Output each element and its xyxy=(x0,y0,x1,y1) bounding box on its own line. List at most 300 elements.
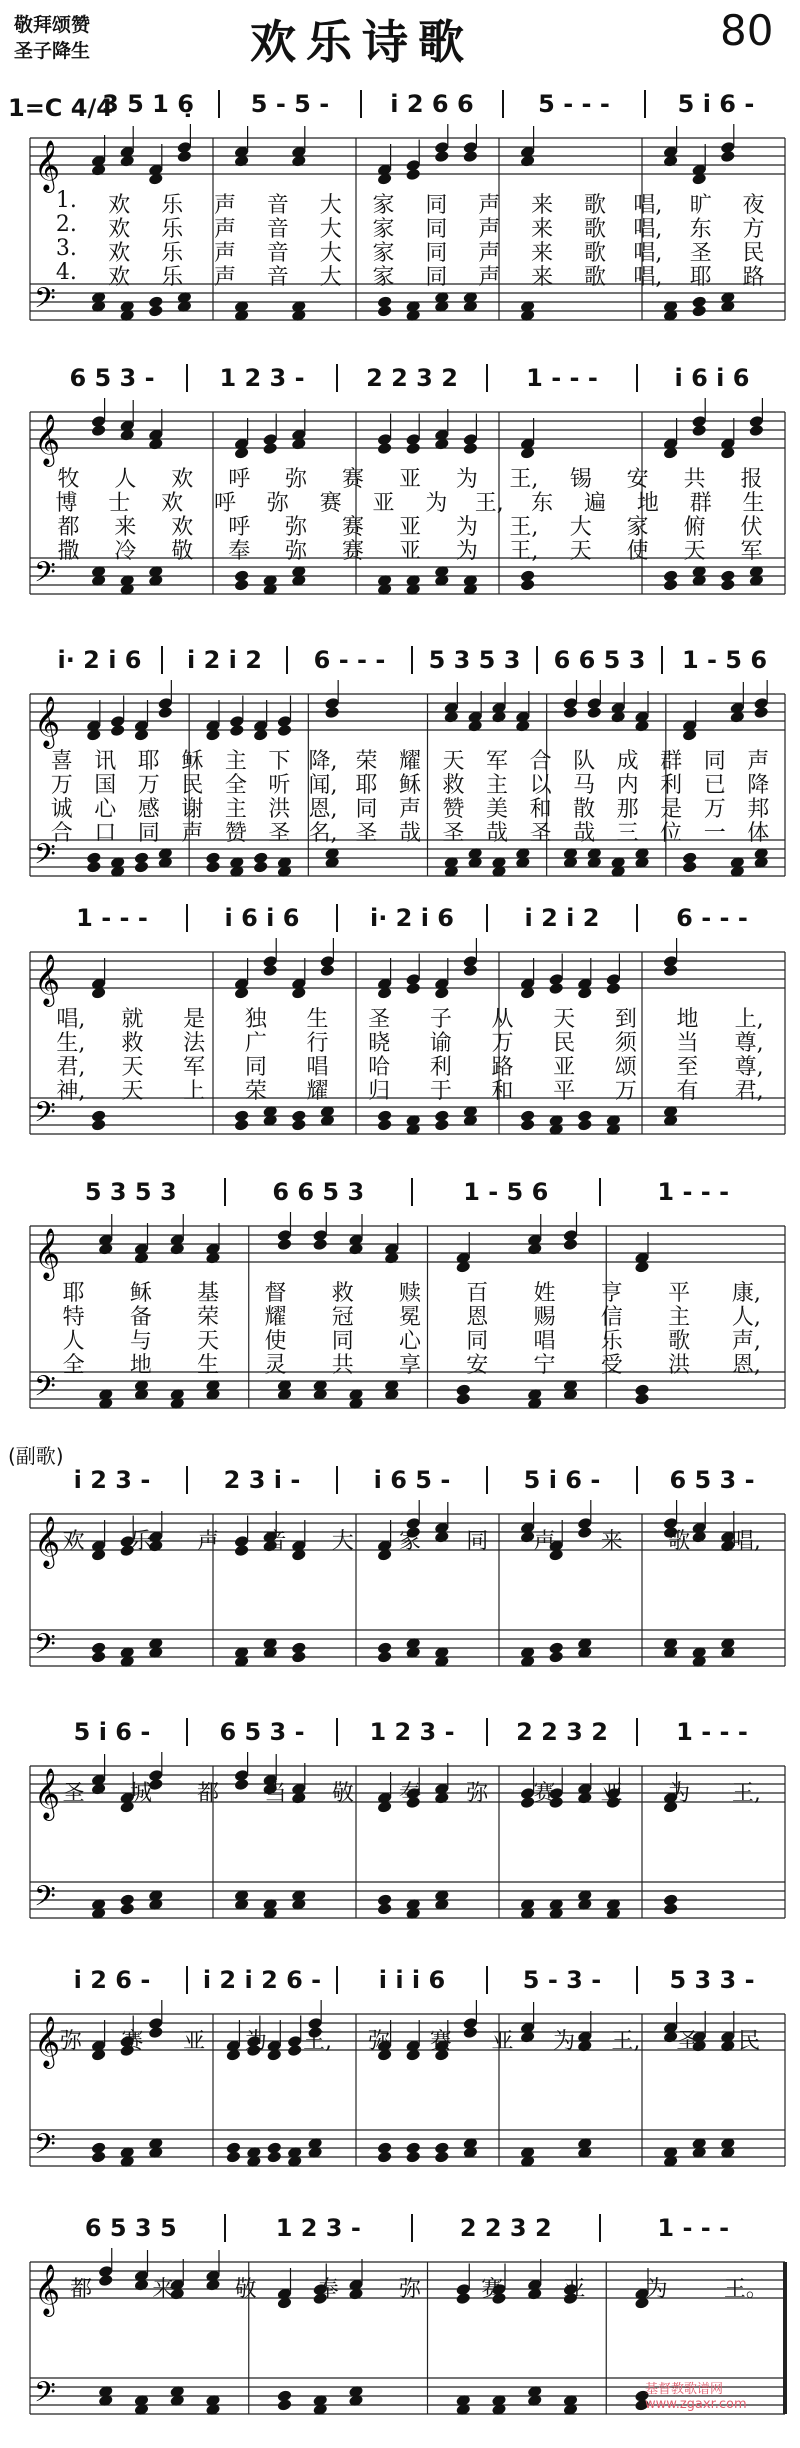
lyric-syllable: 呼 xyxy=(213,491,236,516)
bass-note-head xyxy=(226,2151,240,2163)
treble-note-head xyxy=(563,1239,577,1251)
treble-note-head xyxy=(406,983,420,995)
lyric-syllable: 那 xyxy=(616,797,639,822)
treble-note-head xyxy=(435,987,449,999)
lyric-syllable: 来 xyxy=(531,217,554,242)
lyric-syllable: 王, xyxy=(303,2029,332,2054)
lyric-syllable: 到 xyxy=(614,1007,637,1032)
jianpu-measure: 6 - - - xyxy=(313,646,386,674)
lyric-syllable: 声 xyxy=(213,217,236,242)
jianpu-barline xyxy=(486,364,488,392)
lyric-syllable: 耶 xyxy=(137,749,160,774)
lyric-syllable: 有 xyxy=(676,1079,699,1104)
jianpu-barline xyxy=(599,2214,601,2242)
bass-note-head xyxy=(692,305,706,317)
jianpu-barline xyxy=(636,1718,638,1746)
lyric-syllable: 音 xyxy=(266,241,289,266)
jianpu-measure: 6 6 5 3 xyxy=(272,1178,365,1206)
lyric-syllable: 当 xyxy=(264,1781,287,1806)
lyric-syllable: 闻, xyxy=(308,773,338,798)
lyric-syllable: 王, xyxy=(509,515,539,540)
treble-note-head xyxy=(111,725,125,737)
jianpu-line xyxy=(0,1172,800,1212)
jianpu-measure: 6 5 3 5 xyxy=(84,2214,177,2242)
jianpu-measure: i i i 6 xyxy=(378,1966,446,1994)
lyric-syllable: 尊, xyxy=(734,1031,764,1056)
jianpu-barline xyxy=(411,646,413,674)
lyric-syllable: 城 xyxy=(129,1781,152,1806)
lyric-syllable: 奉 xyxy=(316,2277,339,2302)
bass-note-head xyxy=(378,1651,392,1663)
song-title: 欢乐诗歌 xyxy=(250,15,474,69)
lyric-verse-line xyxy=(0,2024,800,2054)
lyric-syllable: 主 xyxy=(486,773,509,798)
lyric-syllable: 欢 xyxy=(108,265,131,290)
lyric-syllable: 哉 xyxy=(486,821,509,846)
lyric-syllable: 音 xyxy=(264,1529,287,1554)
bass-clef-icon: 𝄢 xyxy=(34,1880,56,1920)
lyric-syllable: 奉 xyxy=(398,1781,421,1806)
lyric-syllable: 人, xyxy=(731,1305,761,1330)
jianpu-line xyxy=(0,898,800,938)
jianpu-barline xyxy=(336,364,338,392)
lyric-syllable: 乐 xyxy=(161,217,184,242)
bass-note-head xyxy=(267,2151,281,2163)
lyric-syllable: 恩, xyxy=(731,1353,761,1378)
lyric-verse-line xyxy=(0,1324,800,1354)
lyric-syllable: 家 xyxy=(372,217,395,242)
bass-note-head xyxy=(149,305,163,317)
lyric-syllable: 唱 xyxy=(533,1329,556,1354)
treble-note-head xyxy=(235,447,249,459)
lyric-syllable: 敬 xyxy=(171,539,194,564)
lyric-syllable: 声 xyxy=(398,797,421,822)
lyric-syllable: 弥 xyxy=(59,2029,82,2054)
bass-note-head xyxy=(664,1903,678,1915)
lyric-syllable: 亚 xyxy=(372,491,395,516)
lyric-syllable: 就 xyxy=(121,1007,144,1032)
lyric-syllable: 尊, xyxy=(734,1055,764,1080)
treble-note-head xyxy=(292,1549,306,1561)
jianpu-barline xyxy=(502,90,504,118)
lyric-syllable: 生 xyxy=(197,1353,220,1378)
lyric-syllable: 大 xyxy=(569,515,592,540)
lyric-syllable: 谕 xyxy=(429,1031,452,1056)
lyric-syllable: 王。 xyxy=(723,2277,768,2302)
treble-clef-icon: 𝄞 xyxy=(34,2264,61,2315)
lyric-syllable: 为 xyxy=(553,2029,576,2054)
jianpu-barline xyxy=(486,904,488,932)
lyric-verse-line xyxy=(0,1524,800,1554)
lyric-syllable: 4. xyxy=(55,260,77,285)
lyric-syllable: 俯 xyxy=(683,515,706,540)
lyric-syllable: 唱, xyxy=(633,193,663,218)
lyric-syllable: 声 xyxy=(213,265,236,290)
key-signature: 1=C 4/4 xyxy=(8,94,113,122)
treble-note-head xyxy=(521,447,535,459)
bass-note-head xyxy=(292,1119,306,1131)
lyric-syllable: 旷 xyxy=(689,193,712,218)
lyric-syllable: 地 xyxy=(636,491,659,516)
lyric-syllable: 主 xyxy=(224,797,247,822)
bass-note-head xyxy=(378,305,392,317)
lyric-syllable: 救 xyxy=(121,1031,144,1056)
lyric-syllable: 上 xyxy=(183,1079,206,1104)
bass-note-head xyxy=(683,861,697,873)
treble-note-head xyxy=(277,1239,291,1251)
bass-note-head xyxy=(435,2151,449,2163)
jianpu-barline xyxy=(186,364,188,392)
lyric-syllable: 亚 xyxy=(183,2029,206,2054)
jianpu-barline xyxy=(186,1966,188,1994)
jianpu-barline xyxy=(486,1718,488,1746)
page-number: 80 xyxy=(720,6,774,55)
treble-note-head xyxy=(263,443,277,455)
treble-note-head xyxy=(406,169,420,181)
lyric-syllable: 家 xyxy=(372,241,395,266)
lyric-syllable: 大 xyxy=(319,193,342,218)
jianpu-measure: 5 i 6 - xyxy=(73,1718,151,1746)
lyric-syllable: 赞 xyxy=(442,797,465,822)
jianpu-measure: i 6 i 6 xyxy=(674,364,750,392)
lyric-syllable: 亚 xyxy=(600,1781,623,1806)
treble-note-head xyxy=(378,173,392,185)
lyric-syllable: 一 xyxy=(703,821,726,846)
lyric-syllable: 荣 xyxy=(197,1305,220,1330)
lyric-syllable: 心 xyxy=(398,1329,421,1354)
treble-note-head xyxy=(463,965,477,977)
jianpu-measure: i· 2 i 6 xyxy=(57,646,142,674)
bass-note-head xyxy=(92,1119,106,1131)
lyric-syllable: 备 xyxy=(129,1305,152,1330)
lyric-syllable: 赛 xyxy=(481,2277,504,2302)
jianpu-measure: 5 - 3 - xyxy=(522,1966,602,1994)
treble-note-head xyxy=(277,2297,291,2309)
lyric-syllable: 为 xyxy=(455,539,478,564)
jianpu-barline xyxy=(360,90,362,118)
lyric-syllable: 降, xyxy=(308,749,338,774)
lyric-syllable: 歌 xyxy=(583,265,606,290)
jianpu-measure: 6 - - - xyxy=(676,904,748,932)
treble-note-head xyxy=(313,1239,327,1251)
treble-clef-icon: 𝄞 xyxy=(34,1228,61,1279)
bass-note-head xyxy=(456,1393,470,1405)
treble-note-head xyxy=(664,965,678,977)
lyric-verse-line xyxy=(0,744,800,774)
lyric-verse-line xyxy=(0,188,800,218)
jianpu-measure: 3 5 1 6̣ xyxy=(102,90,194,118)
lyric-syllable: 亚 xyxy=(563,2277,586,2302)
lyric-syllable: 声 xyxy=(197,1529,220,1554)
treble-note-head xyxy=(587,707,601,719)
lyric-syllable: 和 xyxy=(529,797,552,822)
lyric-syllable: 内 xyxy=(616,773,639,798)
lyric-syllable: 须 xyxy=(614,1031,637,1056)
lyric-syllable: 路 xyxy=(742,265,765,290)
lyric-syllable: 来 xyxy=(600,1529,623,1554)
lyric-syllable: 来 xyxy=(531,241,554,266)
lyric-syllable: 子 xyxy=(429,1007,452,1032)
lyric-verse-line xyxy=(0,2272,800,2302)
lyric-syllable: 同 xyxy=(355,797,378,822)
lyric-syllable: 家 xyxy=(372,193,395,218)
treble-note-head xyxy=(92,425,106,437)
lyric-syllable: 亚 xyxy=(398,515,421,540)
jianpu-measure: i 2 3 - xyxy=(73,1466,151,1494)
treble-note-head xyxy=(292,987,306,999)
jianpu-measure: 1 - 5 6 xyxy=(681,646,768,674)
lyric-verse-line xyxy=(0,1276,800,1306)
lyric-syllable: 弥 xyxy=(285,515,308,540)
lyric-syllable: 诚 xyxy=(50,797,73,822)
jianpu-measure: 1 2 3 - xyxy=(275,2214,361,2242)
lyric-syllable: 信 xyxy=(600,1305,623,1330)
lyric-syllable: 同 xyxy=(137,821,160,846)
lyric-syllable: 欢 xyxy=(108,193,131,218)
treble-note-head xyxy=(206,729,220,741)
lyric-syllable: 赛 xyxy=(121,2029,144,2054)
treble-note-head xyxy=(177,151,191,163)
lyric-syllable: 家 xyxy=(626,515,649,540)
lyric-syllable: 恩, xyxy=(308,797,338,822)
jianpu-measure: 6 6 5 3 xyxy=(553,646,646,674)
lyric-syllable: 弥 xyxy=(398,2277,421,2302)
bass-clef-icon: 𝄢 xyxy=(34,838,56,878)
lyric-syllable: 歌 xyxy=(668,1329,691,1354)
jianpu-measure: 2 2 3 2 xyxy=(366,364,458,392)
lyric-syllable: 宁 xyxy=(533,1353,556,1378)
treble-note-head xyxy=(692,425,706,437)
lyric-syllable: 人 xyxy=(62,1329,85,1354)
lyric-syllable: 马 xyxy=(573,773,596,798)
jianpu-measure: 6 5 3 - xyxy=(669,1466,755,1494)
lyric-syllable: 稣 xyxy=(181,749,204,774)
lyric-syllable: 欢 xyxy=(108,217,131,242)
lyric-syllable: 谢 xyxy=(181,797,204,822)
page-header xyxy=(0,0,800,80)
lyric-syllable: 散 xyxy=(573,797,596,822)
lyric-syllable: 都 xyxy=(197,1781,220,1806)
lyric-syllable: 同 xyxy=(425,265,448,290)
lyric-syllable: 唱, xyxy=(633,241,663,266)
lyric-syllable: 大 xyxy=(319,265,342,290)
lyric-verse-line xyxy=(0,1074,800,1104)
lyric-syllable: 音 xyxy=(266,193,289,218)
lyric-syllable: 来 xyxy=(152,2277,175,2302)
lyric-syllable: 国 xyxy=(94,773,117,798)
lyric-syllable: 亨 xyxy=(600,1281,623,1306)
treble-note-head xyxy=(406,2049,420,2061)
lyric-syllable: 为 xyxy=(645,2277,668,2302)
lyric-syllable: 唱, xyxy=(633,265,663,290)
lyric-syllable: 荣 xyxy=(355,749,378,774)
lyric-syllable: 圣 xyxy=(368,1007,391,1032)
jianpu-measure: 2 2 3 2 xyxy=(516,1718,608,1746)
lyric-syllable: 灵 xyxy=(264,1353,287,1378)
lyric-syllable: 耀 xyxy=(398,749,421,774)
lyric-syllable: 冕 xyxy=(398,1305,421,1330)
treble-note-head xyxy=(158,707,172,719)
lyric-syllable: 救 xyxy=(442,773,465,798)
jianpu-barline xyxy=(161,646,163,674)
lyric-syllable: 神, xyxy=(56,1079,86,1104)
lyric-syllable: 方 xyxy=(742,217,765,242)
lyric-syllable: 天 xyxy=(683,539,706,564)
jianpu-measure: i 2 i 2 6 - xyxy=(202,1966,322,1994)
lyric-syllable: 乐 xyxy=(161,241,184,266)
lyric-syllable: 歌 xyxy=(583,217,606,242)
lyric-syllable: 夜 xyxy=(742,193,765,218)
lyric-syllable: 救 xyxy=(331,1281,354,1306)
jianpu-measure: 1 - 5 6 xyxy=(463,1178,549,1206)
lyric-syllable: 君, xyxy=(734,1079,764,1104)
jianpu-measure: 1 - - - xyxy=(526,364,598,392)
bass-note-head xyxy=(635,1393,649,1405)
chorus-label: (副歌) xyxy=(8,1444,64,1468)
treble-note-head xyxy=(578,987,592,999)
treble-note-head xyxy=(92,2049,106,2061)
lyric-syllable: 是 xyxy=(183,1007,206,1032)
lyric-syllable: 听 xyxy=(268,773,291,798)
lyric-verse-line xyxy=(0,1348,800,1378)
lyric-syllable: 王, xyxy=(731,1781,761,1806)
treble-clef-icon: 𝄞 xyxy=(34,1768,61,1819)
jianpu-line xyxy=(0,84,800,124)
treble-note-head xyxy=(749,425,763,437)
lyric-syllable: 万 xyxy=(491,1031,514,1056)
jianpu-barline xyxy=(636,364,638,392)
lyric-syllable: 赞 xyxy=(224,821,247,846)
jianpu-barline xyxy=(636,1966,638,1994)
lyric-syllable: 群 xyxy=(660,749,683,774)
lyric-syllable: 从 xyxy=(491,1007,514,1032)
lyric-syllable: 博 xyxy=(55,491,78,516)
treble-note-head xyxy=(277,725,291,737)
lyric-syllable: 欢 xyxy=(108,241,131,266)
lyric-syllable: 独 xyxy=(244,1007,267,1032)
lyric-verse-line xyxy=(0,510,800,540)
bass-note-head xyxy=(549,1651,563,1663)
lyric-syllable: 体 xyxy=(747,821,770,846)
treble-clef-icon: 𝄞 xyxy=(34,140,61,191)
lyric-syllable: 奉 xyxy=(228,539,251,564)
jianpu-barline xyxy=(186,1718,188,1746)
lyric-syllable: 歌 xyxy=(583,241,606,266)
lyric-syllable: 法 xyxy=(183,1031,206,1056)
lyric-syllable: 圣 xyxy=(268,821,291,846)
lyric-verse-line xyxy=(0,462,800,492)
jianpu-measure: i 2 i 2 xyxy=(187,646,262,674)
bass-note-head xyxy=(406,2151,420,2163)
lyric-syllable: 哈 xyxy=(368,1055,391,1080)
bass-note-head xyxy=(120,1903,134,1915)
jianpu-barline xyxy=(224,1178,226,1206)
lyric-syllable: 基 xyxy=(197,1281,220,1306)
jianpu-barline xyxy=(336,1718,338,1746)
lyric-syllable: 颂 xyxy=(614,1055,637,1080)
treble-note-head xyxy=(549,983,563,995)
lyric-verse-line xyxy=(0,1002,800,1032)
treble-note-head xyxy=(378,443,392,455)
lyric-syllable: 同 xyxy=(244,1055,267,1080)
lyric-syllable: 荣 xyxy=(244,1079,267,1104)
lyric-verse-line xyxy=(0,816,800,846)
lyric-syllable: 全 xyxy=(62,1353,85,1378)
bass-note-head xyxy=(378,1119,392,1131)
lyric-syllable: 家 xyxy=(372,265,395,290)
lyric-syllable: 受 xyxy=(600,1353,623,1378)
lyric-syllable: 稣 xyxy=(129,1281,152,1306)
jianpu-measure: 5 3 5 3 xyxy=(84,1178,177,1206)
jianpu-measure: 6 5 3 - xyxy=(69,364,155,392)
treble-note-head xyxy=(230,725,244,737)
bass-clef-icon: 𝄢 xyxy=(34,556,56,596)
lyric-syllable: 呼 xyxy=(228,515,251,540)
treble-note-head xyxy=(754,707,768,719)
lyric-verse-line xyxy=(0,768,800,798)
lyric-syllable: 讯 xyxy=(94,749,117,774)
lyric-syllable: 声, xyxy=(731,1329,761,1354)
jianpu-barline xyxy=(336,904,338,932)
lyric-syllable: 合 xyxy=(529,749,552,774)
lyric-syllable: 为 xyxy=(425,491,448,516)
lyric-syllable: 使 xyxy=(264,1329,287,1354)
section-label: 圣子降生 xyxy=(14,40,91,62)
lyric-syllable: 同 xyxy=(425,217,448,242)
lyric-syllable: 民 xyxy=(553,1031,576,1056)
lyric-syllable: 耶 xyxy=(355,773,378,798)
treble-note-head xyxy=(721,447,735,459)
treble-note-head xyxy=(521,987,535,999)
lyric-syllable: 生 xyxy=(306,1007,329,1032)
lyric-syllable: 声 xyxy=(533,1529,556,1554)
treble-note-head xyxy=(606,983,620,995)
lyric-syllable: 平 xyxy=(668,1281,691,1306)
lyric-syllable: 与 xyxy=(129,1329,152,1354)
lyric-syllable: 大 xyxy=(319,241,342,266)
lyric-syllable: 利 xyxy=(660,773,683,798)
bass-clef-icon: 𝄢 xyxy=(34,2128,56,2168)
treble-note-head xyxy=(235,987,249,999)
lyric-syllable: 声 xyxy=(747,749,770,774)
lyric-syllable: 康, xyxy=(731,1281,761,1306)
lyric-syllable: 名, xyxy=(308,821,338,846)
lyric-syllable: 军 xyxy=(486,749,509,774)
lyric-syllable: 同 xyxy=(703,749,726,774)
lyric-syllable: 敬 xyxy=(331,1781,354,1806)
bass-note-head xyxy=(292,1651,306,1663)
lyric-syllable: 冠 xyxy=(331,1305,354,1330)
lyric-syllable: 全 xyxy=(224,773,247,798)
jianpu-measure: i 6 i 6 xyxy=(224,904,300,932)
treble-clef-icon: 𝄞 xyxy=(34,414,61,465)
jianpu-barline xyxy=(644,90,646,118)
bass-note-head xyxy=(235,1119,249,1131)
lyric-syllable: 同 xyxy=(425,241,448,266)
lyric-syllable: 唱, xyxy=(731,1529,761,1554)
treble-note-head xyxy=(692,173,706,185)
lyric-syllable: 群 xyxy=(689,491,712,516)
jianpu-barline xyxy=(661,646,663,674)
lyric-syllable: 同 xyxy=(331,1329,354,1354)
lyric-syllable: 亚 xyxy=(398,467,421,492)
lyric-syllable: 赐 xyxy=(533,1305,556,1330)
lyric-syllable: 万 xyxy=(137,773,160,798)
lyric-syllable: 来 xyxy=(114,515,137,540)
lyric-syllable: 共 xyxy=(331,1353,354,1378)
lyric-syllable: 来 xyxy=(531,193,554,218)
lyric-syllable: 路 xyxy=(491,1055,514,1080)
